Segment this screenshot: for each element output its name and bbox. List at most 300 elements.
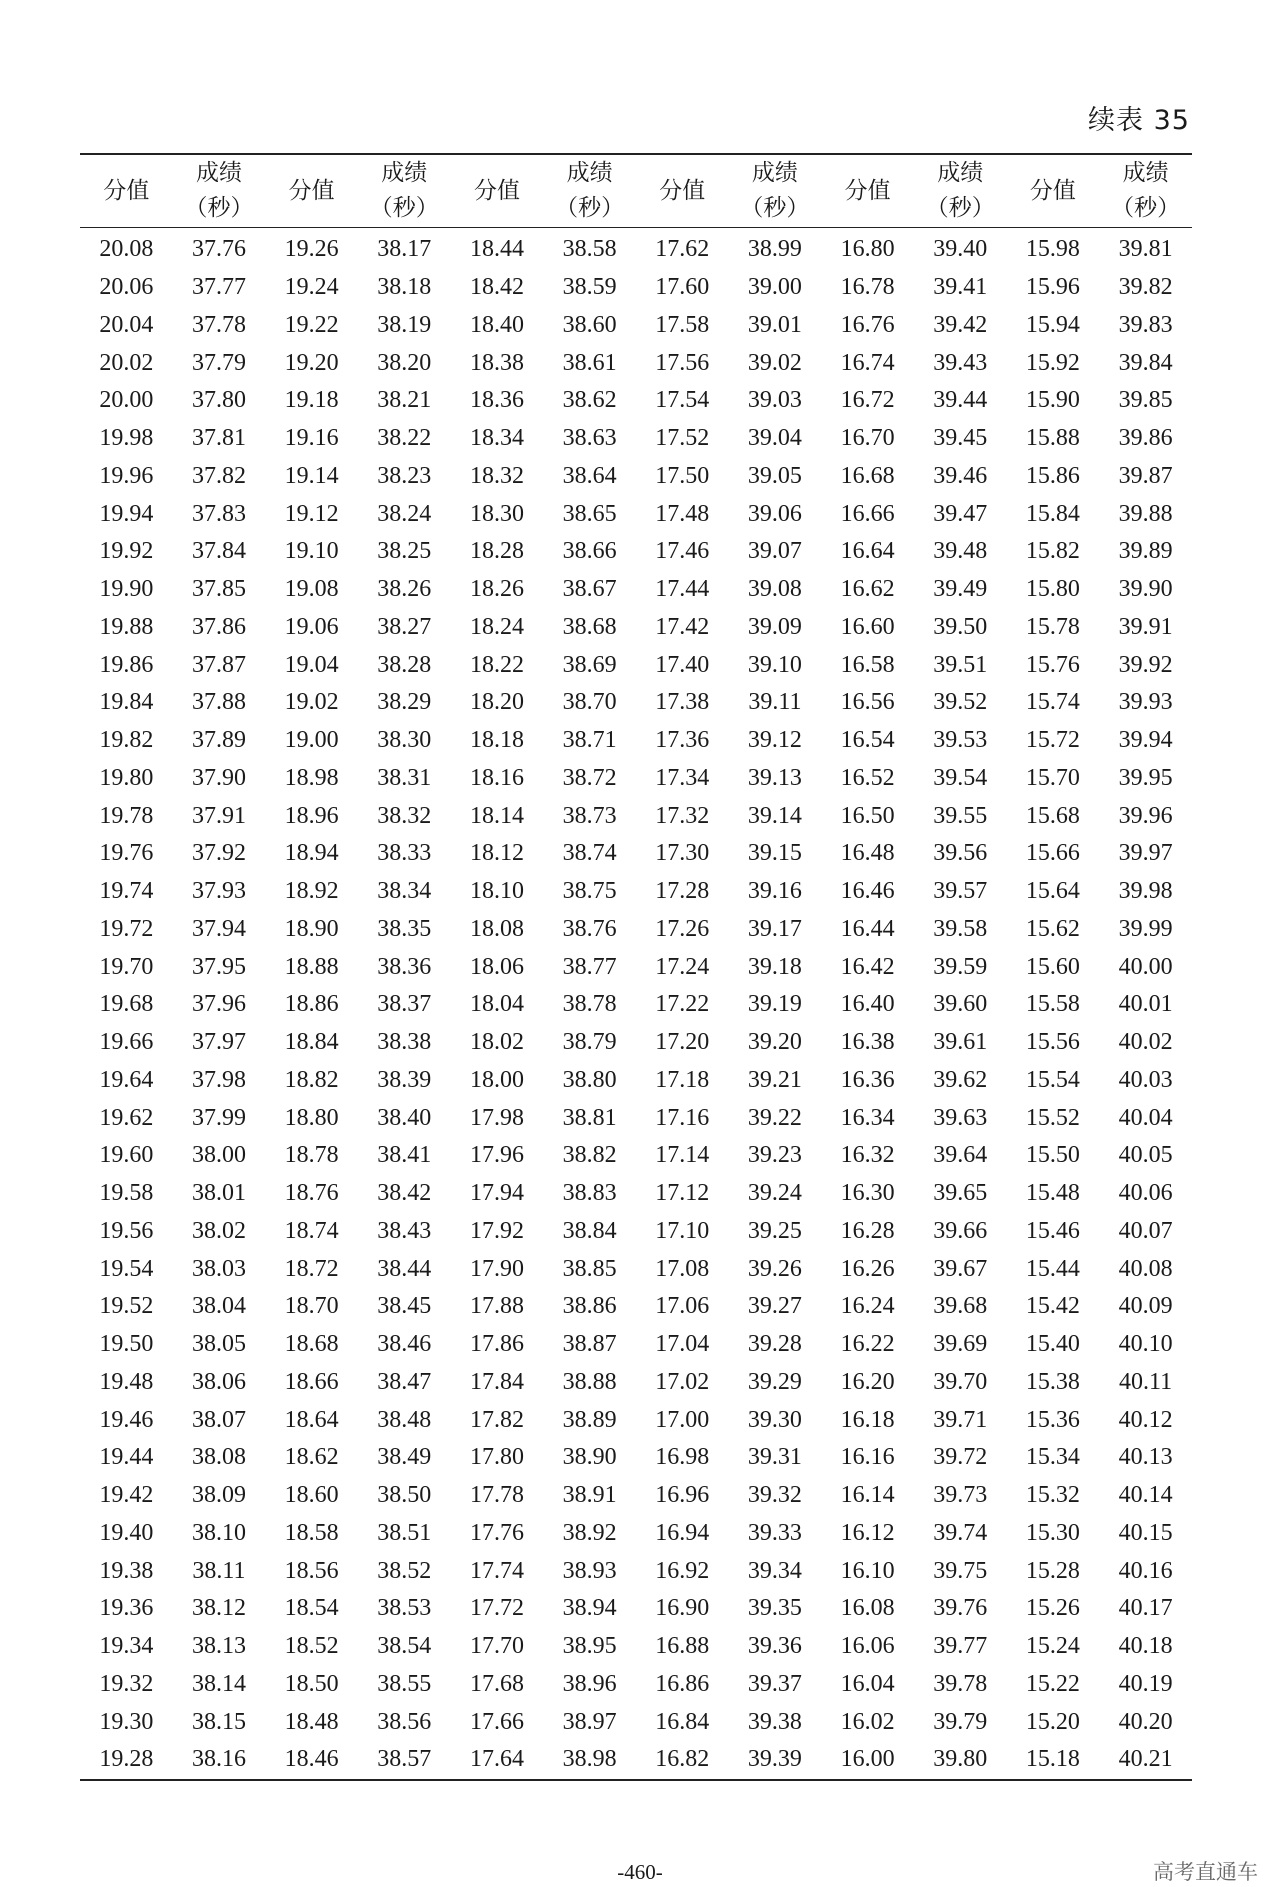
time-cell: 37.91: [191, 802, 246, 829]
time-cell: 38.85: [562, 1255, 617, 1282]
time-cell: 37.97: [191, 1029, 246, 1056]
score-cell: 15.34: [1025, 1444, 1080, 1471]
score-cell: 17.24: [655, 953, 710, 980]
score-cell: 17.34: [655, 764, 710, 791]
score-cell: 18.00: [469, 1066, 524, 1093]
score-cell: 20.04: [99, 311, 154, 338]
time-cell: 38.36: [377, 953, 432, 980]
table-body: [80, 228, 1192, 1780]
time-cell: 39.11: [748, 689, 802, 716]
time-cell: 39.84: [1118, 349, 1173, 376]
score-cell: 17.36: [655, 727, 710, 754]
score-cell: 15.80: [1025, 576, 1080, 603]
score-cell: 16.30: [840, 1180, 895, 1207]
score-cell: 16.14: [840, 1482, 895, 1509]
score-cell: 19.72: [99, 915, 154, 942]
time-cell: 39.87: [1118, 462, 1173, 489]
time-cell: 40.07: [1118, 1217, 1173, 1244]
score-cell: 19.64: [99, 1066, 154, 1093]
score-cell: 17.30: [655, 840, 710, 867]
header-time-label: 成绩: [195, 160, 242, 186]
time-cell: 38.08: [191, 1444, 246, 1471]
time-cell: 39.42: [933, 311, 988, 338]
time-cell: 38.63: [562, 425, 617, 452]
time-cell: 38.57: [377, 1746, 432, 1773]
time-cell: 37.77: [191, 274, 246, 301]
score-cell: 16.86: [655, 1670, 710, 1697]
score-cell: 15.32: [1025, 1482, 1080, 1509]
score-cell: 18.88: [284, 953, 339, 980]
score-cell: 17.46: [655, 538, 710, 565]
score-cell: 17.96: [469, 1142, 524, 1169]
time-cell: 38.87: [562, 1331, 617, 1358]
time-cell: 37.81: [191, 425, 246, 452]
score-cell: 20.02: [99, 349, 154, 376]
score-cell: 16.80: [840, 236, 895, 263]
header-score: 分值: [844, 177, 891, 204]
score-cell: 19.02: [284, 689, 339, 716]
time-cell: 40.09: [1118, 1293, 1173, 1320]
score-cell: 18.92: [284, 878, 339, 905]
time-cell: 39.35: [747, 1595, 802, 1622]
time-cell: 39.62: [933, 1066, 988, 1093]
score-cell: 17.22: [655, 991, 710, 1018]
time-cell: 38.83: [562, 1180, 617, 1207]
time-cell: 38.13: [191, 1633, 246, 1660]
time-cell: 40.04: [1118, 1104, 1173, 1131]
time-cell: 39.63: [933, 1104, 988, 1131]
score-cell: 19.74: [99, 878, 154, 905]
score-cell: 15.90: [1025, 387, 1080, 414]
score-cell: 15.72: [1025, 727, 1080, 754]
time-cell: 39.68: [933, 1293, 988, 1320]
time-cell: 39.28: [747, 1331, 802, 1358]
time-cell: 39.60: [933, 991, 988, 1018]
table-row: [80, 609, 1192, 647]
score-cell: 18.64: [284, 1406, 339, 1433]
time-cell: 38.15: [191, 1708, 246, 1735]
score-cell: 15.60: [1025, 953, 1080, 980]
score-cell: 19.04: [284, 651, 339, 678]
score-cell: 18.84: [284, 1029, 339, 1056]
time-cell: 38.92: [562, 1519, 617, 1546]
score-cell: 17.76: [469, 1519, 524, 1546]
score-cell: 19.26: [284, 236, 339, 263]
score-cell: 15.96: [1025, 274, 1080, 301]
time-cell: 39.91: [1118, 613, 1173, 640]
time-cell: 38.86: [562, 1293, 617, 1320]
table-row: [80, 228, 1192, 269]
time-cell: 38.93: [562, 1557, 617, 1584]
score-cell: 16.38: [840, 1029, 895, 1056]
time-cell: 39.82: [1118, 274, 1173, 301]
score-cell: 17.68: [469, 1670, 524, 1697]
time-cell: 38.34: [377, 878, 432, 905]
score-cell: 19.90: [99, 576, 154, 603]
table-row: [80, 948, 1192, 986]
time-cell: 39.59: [933, 953, 988, 980]
score-cell: 19.22: [284, 311, 339, 338]
score-cell: 17.32: [655, 802, 710, 829]
score-cell: 19.60: [99, 1142, 154, 1169]
score-cell: 18.66: [284, 1368, 339, 1395]
time-cell: 40.21: [1118, 1746, 1173, 1773]
score-cell: 16.52: [840, 764, 895, 791]
score-cell: 15.84: [1025, 500, 1080, 527]
score-cell: 17.00: [655, 1406, 710, 1433]
time-cell: 39.08: [747, 576, 802, 603]
score-cell: 18.36: [469, 387, 524, 414]
time-cell: 38.81: [562, 1104, 617, 1131]
time-cell: 39.16: [747, 878, 802, 905]
time-cell: 38.26: [377, 576, 432, 603]
table-row: [80, 1175, 1192, 1213]
time-cell: 37.95: [191, 953, 246, 980]
table-row: [80, 986, 1192, 1024]
table-row: [80, 382, 1192, 420]
table-row: [80, 835, 1192, 873]
score-cell: 16.96: [655, 1482, 710, 1509]
time-cell: 38.01: [191, 1180, 246, 1207]
header-time-label: 成绩: [1122, 160, 1169, 186]
score-cell: 16.56: [840, 689, 895, 716]
time-cell: 40.12: [1118, 1406, 1173, 1433]
table-row: [80, 1515, 1192, 1553]
score-cell: 16.16: [840, 1444, 895, 1471]
time-cell: 37.79: [191, 349, 246, 376]
score-cell: 17.06: [655, 1293, 710, 1320]
time-cell: 39.95: [1118, 764, 1173, 791]
time-cell: 40.15: [1118, 1519, 1173, 1546]
time-cell: 38.35: [377, 915, 432, 942]
table-row: [80, 1552, 1192, 1590]
time-cell: 38.14: [191, 1670, 246, 1697]
score-cell: 15.22: [1025, 1670, 1080, 1697]
score-cell: 15.40: [1025, 1331, 1080, 1358]
score-cell: 16.50: [840, 802, 895, 829]
time-cell: 38.21: [377, 387, 432, 414]
time-cell: 39.51: [933, 651, 988, 678]
time-cell: 40.13: [1118, 1444, 1173, 1471]
score-cell: 16.78: [840, 274, 895, 301]
table-row: [80, 1213, 1192, 1251]
time-cell: 37.84: [191, 538, 246, 565]
score-cell: 19.96: [99, 462, 154, 489]
score-cell: 16.20: [840, 1368, 895, 1395]
score-cell: 19.00: [284, 727, 339, 754]
score-cell: 19.82: [99, 727, 154, 754]
score-cell: 19.70: [99, 953, 154, 980]
score-cell: 17.90: [469, 1255, 524, 1282]
time-cell: 38.10: [191, 1519, 246, 1546]
header-time-unit: （秒）: [740, 195, 810, 221]
time-cell: 38.07: [191, 1406, 246, 1433]
time-cell: 38.42: [377, 1180, 432, 1207]
score-cell: 16.40: [840, 991, 895, 1018]
time-cell: 37.88: [191, 689, 246, 716]
score-cell: 17.18: [655, 1066, 710, 1093]
time-cell: 38.39: [377, 1066, 432, 1093]
table-row: [80, 1288, 1192, 1326]
score-cell: 17.94: [469, 1180, 524, 1207]
score-cell: 19.34: [99, 1633, 154, 1660]
score-cell: 18.20: [469, 689, 524, 716]
score-cell: 19.58: [99, 1180, 154, 1207]
time-cell: 37.90: [191, 764, 246, 791]
score-cell: 17.38: [655, 689, 710, 716]
score-cell: 19.94: [99, 500, 154, 527]
time-cell: 38.25: [377, 538, 432, 565]
score-cell: 16.60: [840, 613, 895, 640]
table-row: [80, 344, 1192, 382]
time-cell: 39.37: [747, 1670, 802, 1697]
score-cell: 18.48: [284, 1708, 339, 1735]
header-time-label: 成绩: [937, 160, 984, 186]
score-cell: 17.62: [655, 236, 710, 263]
time-cell: 38.98: [562, 1746, 617, 1773]
header-time: [729, 154, 822, 228]
time-cell: 39.80: [933, 1746, 988, 1773]
time-cell: 40.10: [1118, 1331, 1173, 1358]
score-cell: 19.56: [99, 1217, 154, 1244]
time-cell: 38.97: [562, 1708, 617, 1735]
score-cell: 20.06: [99, 274, 154, 301]
time-cell: 39.78: [933, 1670, 988, 1697]
score-cell: 19.68: [99, 991, 154, 1018]
score-cell: 18.90: [284, 915, 339, 942]
time-cell: 39.97: [1118, 840, 1173, 867]
table-row: [80, 797, 1192, 835]
score-cell: 16.10: [840, 1557, 895, 1584]
time-cell: 39.17: [747, 915, 802, 942]
time-cell: 38.77: [562, 953, 617, 980]
time-cell: 39.09: [747, 613, 802, 640]
time-cell: 38.99: [747, 236, 802, 263]
time-cell: 38.46: [377, 1331, 432, 1358]
table-row: [80, 495, 1192, 533]
score-cell: 16.66: [840, 500, 895, 527]
time-cell: 39.83: [1118, 311, 1173, 338]
time-cell: 37.87: [191, 651, 246, 678]
time-cell: 37.99: [191, 1104, 246, 1131]
time-cell: 39.40: [933, 236, 988, 263]
time-cell: 39.29: [747, 1368, 802, 1395]
score-cell: 18.32: [469, 462, 524, 489]
header-score: 分值: [1029, 177, 1076, 204]
score-cell: 18.24: [469, 613, 524, 640]
header-time: [358, 154, 451, 228]
time-cell: 38.17: [377, 236, 432, 263]
score-cell: 17.98: [469, 1104, 524, 1131]
table-row: [80, 1364, 1192, 1402]
time-cell: 38.60: [562, 311, 617, 338]
table-row: [80, 1326, 1192, 1364]
score-cell: 17.40: [655, 651, 710, 678]
time-cell: 37.82: [191, 462, 246, 489]
score-cell: 16.90: [655, 1595, 710, 1622]
score-cell: 17.72: [469, 1595, 524, 1622]
score-cell: 16.48: [840, 840, 895, 867]
time-cell: 40.14: [1118, 1482, 1173, 1509]
table-row: [80, 684, 1192, 722]
score-cell: 15.50: [1025, 1142, 1080, 1169]
time-cell: 39.36: [747, 1633, 802, 1660]
time-cell: 38.33: [377, 840, 432, 867]
score-cell: 15.26: [1025, 1595, 1080, 1622]
table-row: [80, 1137, 1192, 1175]
score-cell: 19.98: [99, 425, 154, 452]
score-cell: 16.62: [840, 576, 895, 603]
score-cell: 16.22: [840, 1331, 895, 1358]
score-cell: 16.18: [840, 1406, 895, 1433]
time-cell: 39.31: [747, 1444, 802, 1471]
time-cell: 39.69: [933, 1331, 988, 1358]
score-cell: 19.54: [99, 1255, 154, 1282]
time-cell: 38.69: [562, 651, 617, 678]
table-row: [80, 1741, 1192, 1780]
time-cell: 38.48: [377, 1406, 432, 1433]
time-cell: 38.24: [377, 500, 432, 527]
score-cell: 19.10: [284, 538, 339, 565]
table-row: [80, 1099, 1192, 1137]
score-cell: 18.96: [284, 802, 339, 829]
time-cell: 39.71: [933, 1406, 988, 1433]
score-cell: 19.36: [99, 1595, 154, 1622]
score-cell: 18.34: [469, 425, 524, 452]
header-time-unit: （秒）: [1111, 195, 1181, 221]
time-cell: 38.53: [377, 1595, 432, 1622]
time-cell: 40.17: [1118, 1595, 1173, 1622]
score-cell: 16.54: [840, 727, 895, 754]
score-cell: 18.78: [284, 1142, 339, 1169]
time-cell: 40.02: [1118, 1029, 1173, 1056]
score-cell: 17.56: [655, 349, 710, 376]
score-cell: 16.64: [840, 538, 895, 565]
time-cell: 39.85: [1118, 387, 1173, 414]
time-cell: 39.30: [747, 1406, 802, 1433]
score-cell: 15.24: [1025, 1633, 1080, 1660]
score-cell: 15.56: [1025, 1029, 1080, 1056]
time-cell: 39.44: [933, 387, 988, 414]
time-cell: 38.41: [377, 1142, 432, 1169]
time-cell: 39.99: [1118, 915, 1173, 942]
score-cell: 16.74: [840, 349, 895, 376]
time-cell: 39.79: [933, 1708, 988, 1735]
table-row: [80, 760, 1192, 798]
header-time-label: 成绩: [751, 160, 798, 186]
time-cell: 39.52: [933, 689, 988, 716]
time-cell: 39.19: [747, 991, 802, 1018]
score-cell: 15.18: [1025, 1746, 1080, 1773]
score-cell: 17.20: [655, 1029, 710, 1056]
time-cell: 39.38: [747, 1708, 802, 1735]
score-cell: 19.84: [99, 689, 154, 716]
time-cell: 38.02: [191, 1217, 246, 1244]
score-cell: 16.28: [840, 1217, 895, 1244]
score-cell: 19.12: [284, 500, 339, 527]
header-score: 分值: [473, 177, 520, 204]
score-cell: 19.88: [99, 613, 154, 640]
time-cell: 39.34: [747, 1557, 802, 1584]
time-cell: 39.41: [933, 274, 988, 301]
score-cell: 18.16: [469, 764, 524, 791]
score-cell: 15.54: [1025, 1066, 1080, 1093]
score-cell: 15.42: [1025, 1293, 1080, 1320]
score-cell: 16.88: [655, 1633, 710, 1660]
score-cell: 18.72: [284, 1255, 339, 1282]
time-cell: 38.19: [377, 311, 432, 338]
header-score: 分值: [659, 177, 706, 204]
score-cell: 19.28: [99, 1746, 154, 1773]
time-cell: 39.10: [747, 651, 802, 678]
time-cell: 38.67: [562, 576, 617, 603]
time-cell: 38.47: [377, 1368, 432, 1395]
time-cell: 40.00: [1118, 953, 1173, 980]
time-cell: 39.73: [933, 1482, 988, 1509]
time-cell: 39.55: [933, 802, 988, 829]
score-cell: 18.58: [284, 1519, 339, 1546]
time-cell: 39.06: [747, 500, 802, 527]
score-cell: 16.04: [840, 1670, 895, 1697]
time-cell: 40.18: [1118, 1633, 1173, 1660]
time-cell: 38.00: [191, 1142, 246, 1169]
score-cell: 19.78: [99, 802, 154, 829]
score-cell: 19.16: [284, 425, 339, 452]
score-cell: 18.60: [284, 1482, 339, 1509]
score-cell: 18.10: [469, 878, 524, 905]
score-cell: 15.64: [1025, 878, 1080, 905]
time-cell: 38.91: [562, 1482, 617, 1509]
header-time-unit: （秒）: [184, 195, 254, 221]
score-cell: 18.08: [469, 915, 524, 942]
score-cell: 16.94: [655, 1519, 710, 1546]
table-row: [80, 420, 1192, 458]
table-row: [80, 646, 1192, 684]
score-cell: 19.14: [284, 462, 339, 489]
time-cell: 37.80: [191, 387, 246, 414]
time-cell: 39.21: [747, 1066, 802, 1093]
time-cell: 38.71: [562, 727, 617, 754]
time-cell: 39.04: [747, 425, 802, 452]
score-cell: 16.76: [840, 311, 895, 338]
table-row: [80, 1590, 1192, 1628]
header-time: [173, 154, 266, 228]
score-cell: 18.62: [284, 1444, 339, 1471]
table-row: [80, 1401, 1192, 1439]
score-cell: 17.28: [655, 878, 710, 905]
time-cell: 38.51: [377, 1519, 432, 1546]
score-cell: 15.76: [1025, 651, 1080, 678]
time-cell: 39.15: [747, 840, 802, 867]
time-cell: 38.28: [377, 651, 432, 678]
table-row: [80, 458, 1192, 496]
time-cell: 39.58: [933, 915, 988, 942]
time-cell: 38.79: [562, 1029, 617, 1056]
score-cell: 19.62: [99, 1104, 154, 1131]
time-cell: 38.31: [377, 764, 432, 791]
time-cell: 38.95: [562, 1633, 617, 1660]
score-cell: 17.60: [655, 274, 710, 301]
score-cell: 15.58: [1025, 991, 1080, 1018]
score-cell: 19.76: [99, 840, 154, 867]
score-cell: 16.98: [655, 1444, 710, 1471]
time-cell: 38.16: [191, 1746, 246, 1773]
table-row: [80, 1062, 1192, 1100]
time-cell: 37.94: [191, 915, 246, 942]
time-cell: 38.82: [562, 1142, 617, 1169]
time-cell: 39.13: [747, 764, 802, 791]
time-cell: 38.58: [562, 236, 617, 263]
